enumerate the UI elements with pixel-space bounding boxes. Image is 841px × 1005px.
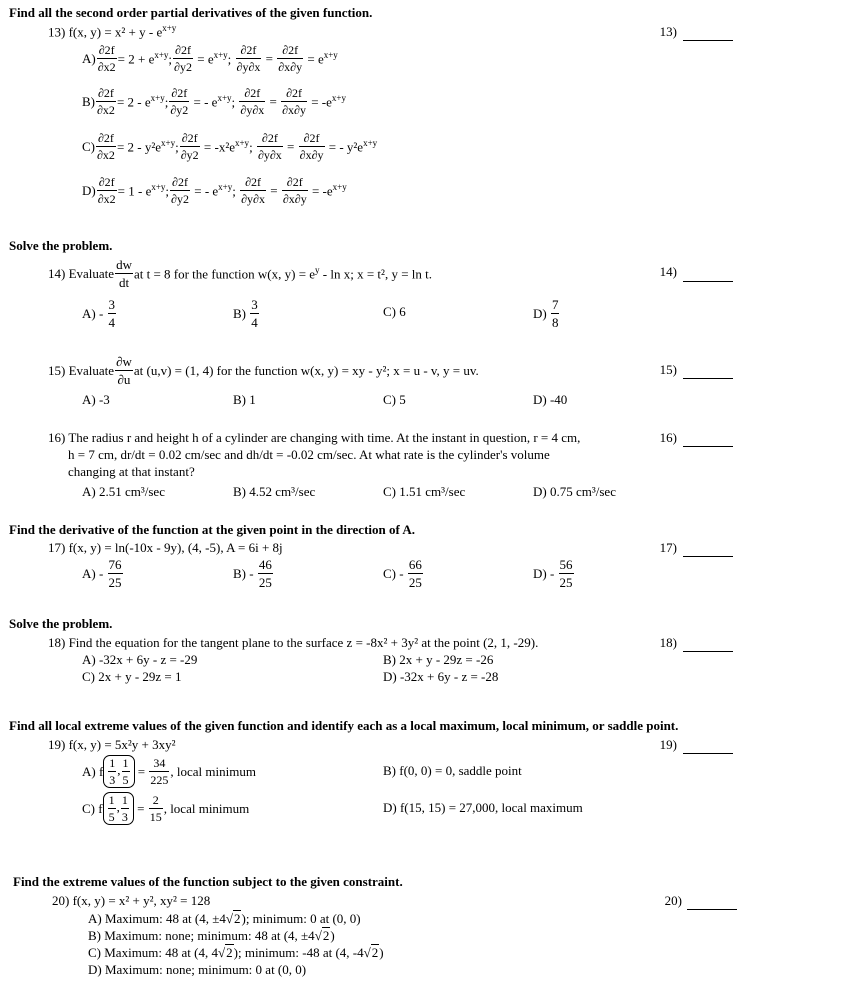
q19-option-a: A) f $\frac{1}{3}$ , $\frac{1}{5}$ = $\frac{34}{225}$ , local minimum [82, 756, 256, 787]
q17-option-d: D) - 56 25 [533, 557, 573, 590]
q13-option-a: A) $\frac{\partial 2f}{\partial x2}$ = $2 + e^{x+y}$; $\frac{\partial 2f}{\partial y2}$ = $e^{x+y}$; $\frac{\partial 2f}{\partial y\partial x}$ = $\frac{\partial 2f}{\partial x\partial y}$ = $e^{x+y}$ [82, 43, 338, 74]
answer-blank-16[interactable] [683, 446, 733, 447]
question-14-number: 14) [659, 264, 677, 279]
q17-option-b: B) - 46 25 [233, 557, 272, 590]
section-heading: Find the derivative of the function at the given point in the direction of A. [9, 522, 416, 537]
question-15-number: 15) [659, 362, 677, 377]
question-19-stem: 19) f(x, y) = 5x²y + 3xy² [48, 737, 176, 752]
section-heading: Find the extreme values of the function subject to the given constraint. [13, 874, 403, 889]
q17-option-a: A) - 76 25 [82, 557, 122, 590]
q14-option-a: A) - 3 4 [82, 297, 116, 330]
q20-option-a: A) Maximum: 48 at (4, ±4√2); minimum: 0 at (0, 0) [88, 911, 361, 926]
q15-option-b: B) 1 [233, 392, 256, 407]
question-14-stem: 14) Evaluate dw dt at t = 8 for the function w(x, $y) = e^y - \ln x$; x = t², y = ln t. [48, 257, 432, 290]
q16-option-a: A) 2.51 cm³/sec [82, 484, 165, 499]
q15-option-d: D) -40 [533, 392, 568, 407]
answer-blank-18[interactable] [683, 651, 733, 652]
q16-option-b: B) 4.52 cm³/sec [233, 484, 316, 499]
question-16-line-1: 16) The radius r and height h of a cylinder are changing with time. At the instant in question, r = 4 cm, [48, 430, 581, 445]
question-15-stem: 15) Evaluate ∂w ∂u at (u,v) = (1, 4) for the function w(x, y) = xy - y²; x = u - v, y = uv. [48, 354, 479, 387]
q14-option-b: B) 3 4 [233, 297, 258, 330]
q13-option-b: B) $\frac{\partial 2f}{\partial x2}$ = $2 - e^{x+y}$; $\frac{\partial 2f}{\partial y2}$ = - $e^{x+y}$; $\frac{\partial 2f}{\partial y\partial x}$ = $\frac{\partial 2f}{\partial x\partial y}$ = $-e^{x+y}$ [82, 86, 346, 117]
q16-option-c: C) 1.51 cm³/sec [383, 484, 466, 499]
question-20-stem: 20) f(x, y) = x² + y², xy² = 128 [52, 893, 211, 908]
question-17-number: 17) [659, 540, 677, 555]
q18-option-b: B) 2x + y - 29z = -26 [383, 652, 494, 667]
answer-blank-20[interactable] [687, 909, 737, 910]
answer-blank-13[interactable] [683, 40, 733, 41]
answer-blank-14[interactable] [683, 281, 733, 282]
section-heading: Solve the problem. [9, 616, 113, 631]
q18-option-d: D) -32x + 6y - z = -28 [383, 669, 499, 684]
answer-blank-17[interactable] [683, 556, 733, 557]
answer-blank-19[interactable] [683, 753, 733, 754]
question-18-stem: 18) Find the equation for the tangent plane to the surface z = -8x² + 3y² at the point (2, 1, -29). [48, 635, 539, 650]
q20-option-b: B) Maximum: none; minimum: 48 at (4, ±4√2) [88, 928, 335, 943]
q16-option-d: D) 0.75 cm³/sec [533, 484, 616, 499]
question-16-line-3: changing at that instant? [68, 464, 195, 479]
q19-option-c: C) f $\frac{1}{5}$ , $\frac{1}{3}$ = $\frac{2}{15}$ , local minimum [82, 793, 250, 824]
question-13-number: 13) [659, 24, 677, 39]
q14-option-d: D) 7 8 [533, 297, 559, 330]
q20-option-d: D) Maximum: none; minimum: 0 at (0, 0) [88, 962, 307, 977]
q17-option-c: C) - 66 25 [383, 557, 422, 590]
question-19-number: 19) [659, 737, 677, 752]
answer-blank-15[interactable] [683, 378, 733, 379]
question-13-stem: 13) f(x, $y) = x^2 + y - e^{x+y}$ [48, 23, 177, 40]
q13-option-d: D) $\frac{\partial 2f}{\partial x2}$ = $1 - e^{x+y}$; $\frac{\partial 2f}{\partial y2}$ = - $e^{x+y}$; $\frac{\partial 2f}{\partial y\partial x}$ = $\frac{\partial 2f}{\partial x\partial y}$ = $-e^{x+y}$ [82, 175, 347, 206]
question-16-line-2: h = 7 cm, dr/dt = 0.02 cm/sec and dh/dt = -0.02 cm/sec. At what rate is the cylinder's volume [68, 447, 550, 462]
q19-option-b: B) f(0, 0) = 0, saddle point [383, 763, 522, 778]
section-heading: Find all local extreme values of the given function and identify each as a local maximum, local minimum, or saddle point. [9, 718, 679, 733]
q19-option-d: D) f(15, 15) = 27,000, local maximum [383, 800, 583, 815]
q13-option-c: C) $\frac{\partial 2f}{\partial x2}$ = $2 - y^2e^{x+y}$; $\frac{\partial 2f}{\partial y2}$ = $-x^2e^{x+y}$; $\frac{\partial 2f}{\partial y\partial x}$ = $\frac{\partial 2f}{\partial x\partial y}$ = - $y^2e^{x+y}$ [82, 131, 378, 162]
q15-option-c: C) 5 [383, 392, 406, 407]
q15-option-a: A) -3 [82, 392, 110, 407]
question-18-number: 18) [659, 635, 677, 650]
question-20-number: 20) [664, 893, 682, 908]
question-16-number: 16) [659, 430, 677, 445]
q20-option-c: C) Maximum: 48 at (4, 4√2); minimum: -48 at (4, -4√2) [88, 945, 384, 960]
question-17-stem: 17) f(x, y) = ln(-10x - 9y), (4, -5), A = 6i + 8j [48, 540, 283, 555]
section-heading: Solve the problem. [9, 238, 113, 253]
q14-option-c: C) 6 [383, 304, 406, 319]
section-heading: Find all the second order partial derivatives of the given function. [9, 5, 373, 20]
q18-option-a: A) -32x + 6y - z = -29 [82, 652, 198, 667]
q18-option-c: C) 2x + y - 29z = 1 [82, 669, 182, 684]
